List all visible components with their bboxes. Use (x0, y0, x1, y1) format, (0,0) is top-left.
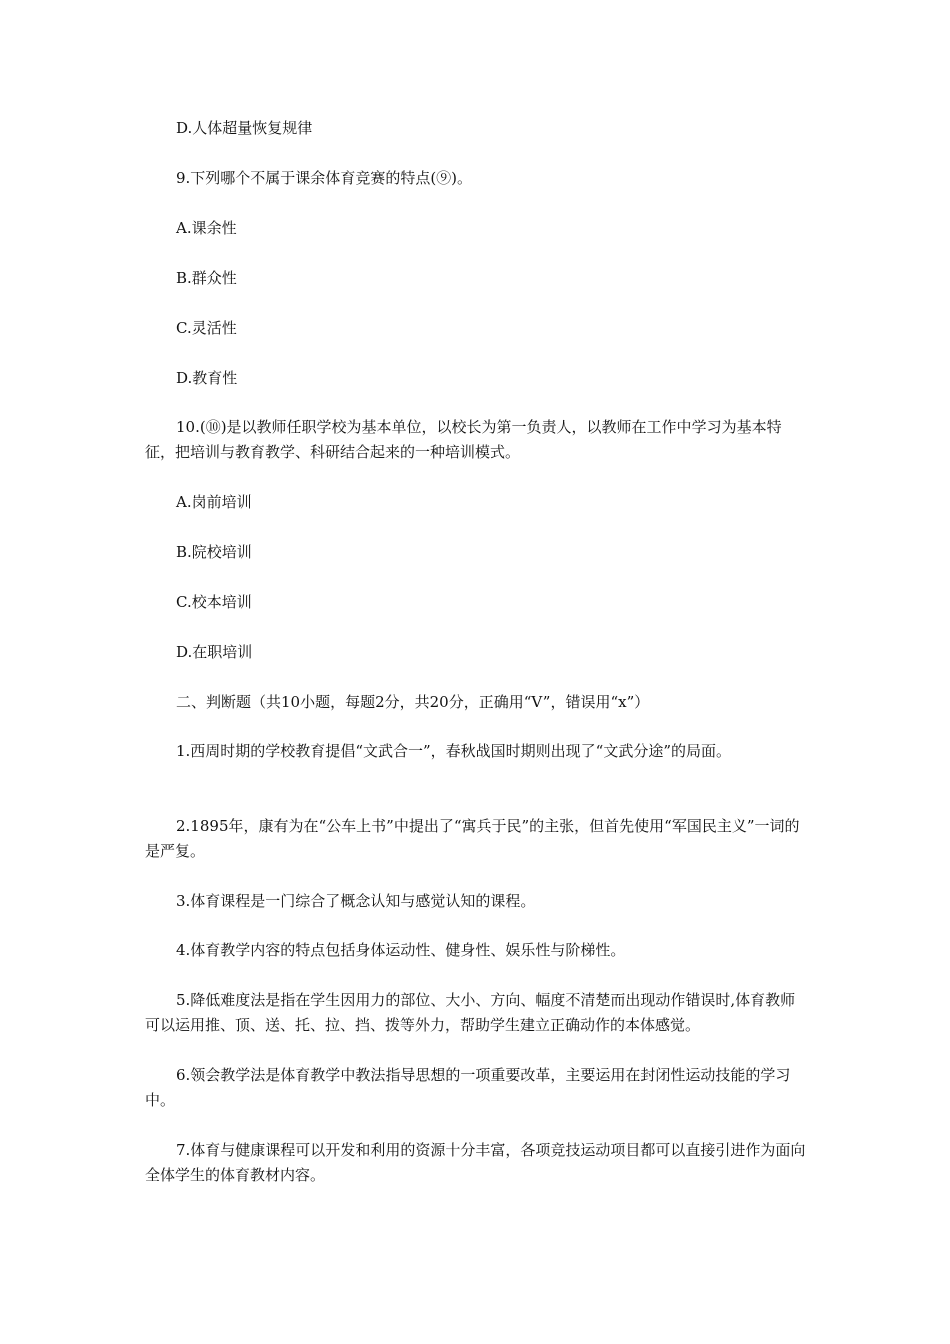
judgment-item-3: 3.体育课程是一门综合了概念认知与感觉认知的课程。 (176, 892, 536, 910)
option-d-q9: D.教育性 (176, 369, 238, 387)
option-b-q10: B.院校培训 (176, 543, 252, 561)
option-c-q9: C.灵活性 (176, 319, 237, 337)
judgment-item-6: 6.领会教学法是体育教学中教法指导思想的一项重要改革，主要运用在封闭性运动技能的学习中。 (145, 1066, 791, 1109)
section-heading-judgment: 二、判断题（共10小题，每题2分，共20分，正确用“V”，错误用“x”） (176, 693, 650, 711)
judgment-item-2: 2.1895年，康有为在“公车上书”中提出了“寓兵于民”的主张，但首先使用“军国民主义”一词的是严复。 (145, 817, 800, 860)
option-d-q8: D.人体超量恢复规律 (176, 119, 313, 137)
option-a-q9: A.课余性 (176, 219, 237, 237)
option-a-q10: A.岗前培训 (176, 493, 252, 511)
judgment-item-7: 7.体育与健康课程可以开发和利用的资源十分丰富，各项竞技运动项目都可以直接引进作为面向全体学生的体育教材内容。 (145, 1141, 806, 1184)
question-9: 9.下列哪个不属于课余体育竞赛的特点(⑨)。 (176, 169, 473, 187)
question-10: 10.(⑩)是以教师任职学校为基本单位，以校长为第一负责人，以教师在工作中学习为基本特征，把培训与教育教学、科研结合起来的一种培训模式。 (145, 418, 782, 461)
judgment-item-5: 5.降低难度法是指在学生因用力的部位、大小、方向、幅度不清楚而出现动作错误时,体育教师可以运用推、顶、送、托、拉、挡、拨等外力，帮助学生建立正确动作的本体感觉。 (145, 991, 796, 1034)
option-c-q10: C.校本培训 (176, 593, 252, 611)
judgment-item-4: 4.体育教学内容的特点包括身体运动性、健身性、娱乐性与阶梯性。 (176, 941, 626, 959)
option-b-q9: B.群众性 (176, 269, 237, 287)
option-d-q10: D.在职培训 (176, 643, 253, 661)
judgment-item-1: 1.西周时期的学校教育提倡“文武合一”，春秋战国时期则出现了“文武分途”的局面。 (176, 742, 731, 760)
